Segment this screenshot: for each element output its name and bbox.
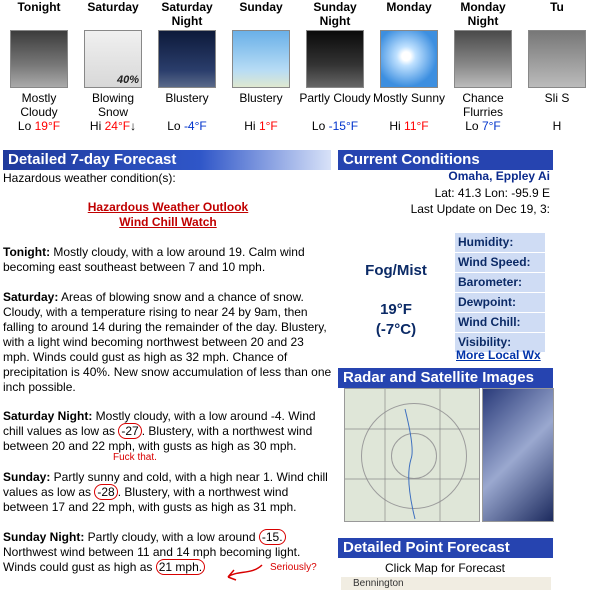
forecast-periods-strip <box>0 0 570 140</box>
period-name: Tonight <box>17 0 61 14</box>
current-conditions-title: Current Conditions <box>343 151 480 168</box>
temp-prefix: Hi <box>244 119 256 133</box>
forecast-saturday-label: Saturday: <box>3 290 59 304</box>
forecast-saturday-night-text: Mostly cloudy, with a low around -4. Wind chill values as low as <box>3 409 316 438</box>
circled-wind-chill-value: -27 <box>118 423 141 439</box>
wind-chill-watch-link[interactable]: Wind Chill Watch <box>119 215 217 229</box>
temp-value: 7°F <box>481 119 501 133</box>
period-4 <box>224 0 298 133</box>
point-forecast-map[interactable] <box>341 577 551 590</box>
precip-chance: 40% <box>116 74 139 86</box>
hazard-label: Hazardous weather condition(s): <box>3 171 176 185</box>
last-update: Last Update on Dec 19, 3: <box>410 202 550 216</box>
period-description: Mostly Sunny <box>372 91 446 105</box>
conditions-row: Humidity: <box>455 233 545 253</box>
forecast-tonight-text: Mostly cloudy, with a low around 19. Calm wind becoming east southeast between 7 and 10 mph. <box>3 245 305 274</box>
chance-flurries-icon <box>454 30 512 88</box>
point-forecast-title: Detailed Point Forecast <box>343 539 510 556</box>
mostly-cloudy-night-icon <box>10 30 68 88</box>
forecast-sunday-night-text: Partly cloudy, with a low around <box>84 530 259 544</box>
station-latlon: Lat: 41.3 Lon: -95.9 E <box>434 186 550 200</box>
period-temp <box>520 119 594 133</box>
point-forecast-header <box>338 538 553 558</box>
forecast-sunday-night-text-mid: Northwest wind between 11 and 14 mph becoming light. Winds could gust as high as <box>3 545 301 574</box>
current-condition: Fog/Mist <box>365 262 427 279</box>
temp-value: -4°F <box>183 119 207 133</box>
period-8 <box>520 0 594 133</box>
temp-value: 19°F <box>34 119 61 133</box>
conditions-table <box>455 233 545 353</box>
forecast-saturday-night-text-rest: . Blustery, with a northwest wind between 20 and 22 mph, with gusts as high as 30 mph. <box>3 424 313 453</box>
forecast-sunday-text: Partly sunny and cold, with a high near 1. Wind chill values as low as <box>3 470 328 499</box>
temp-value: -15°F <box>328 119 359 133</box>
period-name: Saturday <box>87 0 139 14</box>
temp-value: 1°F <box>258 119 278 133</box>
mostly-sunny-icon <box>380 30 438 88</box>
satellite-image[interactable] <box>482 388 554 522</box>
annotation-scrawl-1: Fuck that. <box>113 452 157 463</box>
circled-low-value: -15. <box>259 529 286 545</box>
period-2 <box>76 0 150 133</box>
current-temp-c: (-7°C) <box>375 321 417 338</box>
period-description: Blustery <box>165 91 209 105</box>
forecast-tonight-label: Tonight: <box>3 245 51 259</box>
blowing-snow-icon <box>84 30 142 88</box>
blustery-night-icon <box>158 30 216 88</box>
forecast-saturday <box>3 290 333 395</box>
forecast-saturday-night <box>3 409 333 454</box>
period-description: Sli S <box>544 91 570 105</box>
annotation-arrow <box>222 545 282 585</box>
temp-value: 11°F <box>404 119 429 133</box>
partly-cloudy-night-icon <box>306 30 364 88</box>
period-description: Chance Flurries <box>462 91 504 119</box>
forecast-sunday-text-rest: . Blustery, with a northwest wind between 17 and 22 mph, with gusts as high as 31 mph. <box>3 485 297 514</box>
period-temp <box>446 119 520 133</box>
click-map-instruction: Click Map for Forecast <box>384 561 506 575</box>
forecast-saturday-night-label: Saturday Night: <box>3 409 93 423</box>
period-name: Saturday Night <box>161 0 213 28</box>
period-description: Mostly Cloudy <box>20 91 58 119</box>
conditions-row: Dewpoint: <box>455 293 545 313</box>
temp-prefix: Lo <box>17 119 32 133</box>
period-3 <box>150 0 224 133</box>
forecast-saturday-text: Areas of blowing snow and a chance of snow. Cloudy, with a temperature rising to near 24 by 9am, then falling to around 14 during the remainder of the day. Blustery, with a light wind becoming northwest between 20 and 23 mph. Winds could gust as high as 32 mph. Chance of precipitation is 40%. New snow accumulation of less than one inch possible. <box>3 290 332 394</box>
detailed-forecast-title: Detailed 7-day Forecast <box>8 151 177 168</box>
trend-arrow-icon: ↓ <box>130 119 137 133</box>
map-town-label: Bennington <box>353 578 404 589</box>
period-name: Sunday Night <box>313 0 357 28</box>
detailed-forecast-header <box>3 150 331 170</box>
current-temp-f: 19°F <box>380 301 412 318</box>
temp-prefix: Lo <box>465 119 479 133</box>
conditions-row: Barometer: <box>455 273 545 293</box>
period-temp <box>298 119 372 133</box>
forecast-tonight <box>3 245 333 275</box>
period-description: Partly Cloudy <box>299 91 371 105</box>
conditions-row: Wind Speed: <box>455 253 545 273</box>
radar-image[interactable] <box>344 388 480 522</box>
period-description: Blowing Snow <box>91 91 135 119</box>
forecast-sunday <box>3 470 333 515</box>
partial-forecast-icon <box>528 30 586 88</box>
period-temp <box>76 119 150 133</box>
circled-gust-value: 21 mph. <box>156 559 205 575</box>
period-name: Monday <box>386 0 432 14</box>
period-temp <box>150 119 224 133</box>
period-temp <box>2 119 76 133</box>
temp-prefix: Lo <box>167 119 181 133</box>
current-conditions-header <box>338 150 553 170</box>
period-name: Tu <box>550 0 564 14</box>
blustery-day-icon <box>232 30 290 88</box>
period-description: Blustery <box>239 91 283 105</box>
forecast-sunday-label: Sunday: <box>3 470 51 484</box>
period-name: Sunday <box>239 0 283 14</box>
radar-satellite-title: Radar and Satellite Images <box>343 369 534 386</box>
circled-wind-chill-value: -28 <box>94 484 117 500</box>
period-5 <box>298 0 372 133</box>
period-temp <box>224 119 298 133</box>
temp-prefix: Hi <box>89 119 102 133</box>
more-local-wx-link[interactable]: More Local Wx <box>456 348 541 362</box>
forecast-sunday-night-label: Sunday Night: <box>3 530 85 544</box>
station-location: Omaha, Eppley Ai <box>448 169 550 183</box>
temp-prefix: Hi <box>389 119 401 133</box>
current-temperature <box>350 300 442 340</box>
period-7 <box>446 0 520 133</box>
period-name: Monday Night <box>460 0 506 28</box>
conditions-row: Visibility: <box>455 333 545 353</box>
period-1 <box>2 0 76 133</box>
temp-prefix: Lo <box>311 119 326 133</box>
hazardous-weather-outlook-link[interactable]: Hazardous Weather Outlook <box>87 200 249 214</box>
temp-prefix: H <box>552 119 562 133</box>
conditions-row: Wind Chill: <box>455 313 545 333</box>
period-temp <box>372 119 446 133</box>
annotation-scrawl-2: Seriously? <box>270 562 317 573</box>
radar-map-lines <box>345 389 479 521</box>
radar-satellite-header <box>338 368 553 388</box>
period-6 <box>372 0 446 133</box>
temp-value: 24°F <box>104 119 131 133</box>
hazard-links <box>0 200 336 230</box>
